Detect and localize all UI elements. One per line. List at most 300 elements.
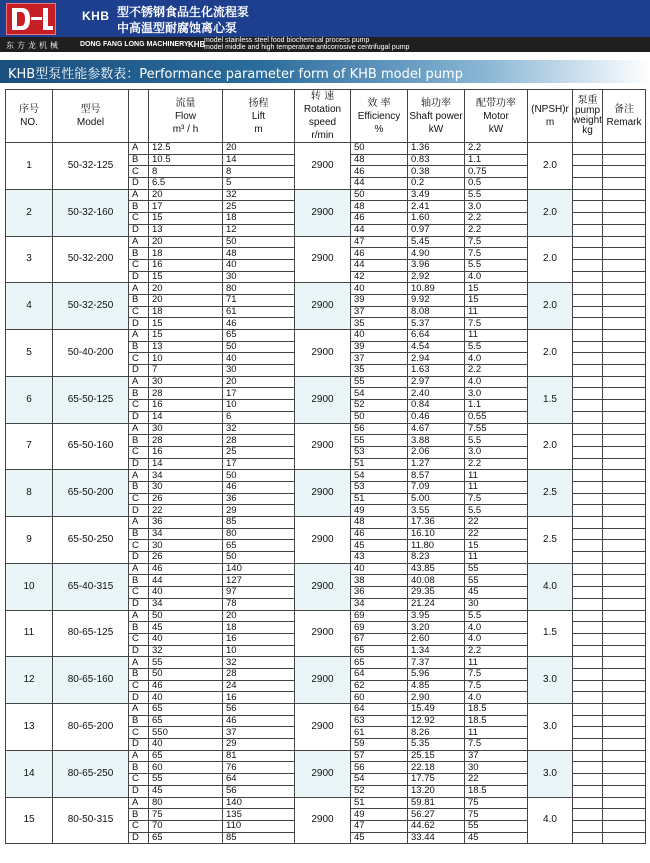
- cell-remark: [603, 294, 646, 306]
- cell-cutting-code: A: [129, 563, 149, 575]
- cell-remark: [603, 213, 646, 225]
- cell-efficiency: 42: [351, 271, 408, 283]
- cell-efficiency: 39: [351, 294, 408, 306]
- cell-motor: 4.0: [465, 271, 528, 283]
- cell-lift: 14: [223, 154, 295, 166]
- cell-flow: 28: [149, 388, 223, 400]
- cell-weight: [573, 528, 603, 540]
- cell-shaft-power: 3.49: [408, 189, 465, 201]
- cell-motor: 7.5: [465, 236, 528, 248]
- cell-flow: 34: [149, 470, 223, 482]
- cell-weight: [573, 587, 603, 599]
- cell-shaft-power: 1.36: [408, 143, 465, 155]
- cell-efficiency: 51: [351, 458, 408, 470]
- cell-weight: [573, 575, 603, 587]
- cell-efficiency: 46: [351, 528, 408, 540]
- cell-motor: 3.0: [465, 388, 528, 400]
- cell-remark: [603, 259, 646, 271]
- cell-remark: [603, 785, 646, 797]
- col-header-cutting-code: [129, 90, 149, 143]
- performance-table: [5, 89, 646, 844]
- cell-motor: 4.0: [465, 692, 528, 704]
- table-row: [6, 330, 646, 342]
- cell-efficiency: 36: [351, 587, 408, 599]
- cell-remark: [603, 587, 646, 599]
- cell-weight: [573, 470, 603, 482]
- cell-cutting-code: B: [129, 388, 149, 400]
- cell-motor: 11: [465, 470, 528, 482]
- cell-cutting-code: B: [129, 201, 149, 213]
- header-title-cn-1: 型不锈钢食品生化流程泵: [117, 5, 250, 19]
- cell-speed: 2900: [295, 517, 351, 564]
- cell-remark: [603, 423, 646, 435]
- cell-weight: [573, 680, 603, 692]
- cell-speed: 2900: [295, 797, 351, 844]
- cell-shaft-power: 2.94: [408, 353, 465, 365]
- cell-shaft-power: 12.92: [408, 715, 465, 727]
- cell-motor: 30: [465, 762, 528, 774]
- cell-model: 65-50-200: [53, 470, 129, 517]
- cell-flow: 20: [149, 283, 223, 295]
- cell-lift: 50: [223, 470, 295, 482]
- cell-npsh: 2.0: [528, 283, 573, 330]
- cell-model: 50-40-200: [53, 330, 129, 377]
- cell-cutting-code: A: [129, 657, 149, 669]
- cell-lift: 32: [223, 657, 295, 669]
- cell-flow: 75: [149, 809, 223, 821]
- cell-flow: 28: [149, 435, 223, 447]
- cell-remark: [603, 774, 646, 786]
- cell-shaft-power: 2.90: [408, 692, 465, 704]
- cell-cutting-code: A: [129, 610, 149, 622]
- cell-cutting-code: A: [129, 283, 149, 295]
- cell-flow: 45: [149, 622, 223, 634]
- cell-efficiency: 38: [351, 575, 408, 587]
- cell-weight: [573, 762, 603, 774]
- col-header-motor: 配带功率 Motor kW: [465, 90, 528, 143]
- cell-flow: 20: [149, 236, 223, 248]
- cell-shaft-power: 33.44: [408, 832, 465, 844]
- cell-lift: 78: [223, 598, 295, 610]
- cell-cutting-code: C: [129, 213, 149, 225]
- cell-cutting-code: B: [129, 762, 149, 774]
- cell-no: 7: [6, 423, 53, 470]
- cell-shaft-power: 3.20: [408, 622, 465, 634]
- cell-remark: [603, 657, 646, 669]
- cell-cutting-code: C: [129, 306, 149, 318]
- cell-motor: 2.2: [465, 458, 528, 470]
- cell-lift: 18: [223, 213, 295, 225]
- cell-motor: 7.5: [465, 248, 528, 260]
- cell-remark: [603, 154, 646, 166]
- cell-efficiency: 53: [351, 481, 408, 493]
- cell-shaft-power: 56.27: [408, 809, 465, 821]
- cell-weight: [573, 446, 603, 458]
- cell-weight: [573, 143, 603, 155]
- cell-weight: [573, 750, 603, 762]
- cell-flow: 26: [149, 493, 223, 505]
- cell-motor: 2.2: [465, 365, 528, 377]
- cell-model: 50-32-160: [53, 189, 129, 236]
- cell-flow: 44: [149, 575, 223, 587]
- cell-flow: 34: [149, 598, 223, 610]
- cell-weight: [573, 481, 603, 493]
- section-title-bar: [0, 60, 650, 83]
- cell-cutting-code: B: [129, 575, 149, 587]
- cell-remark: [603, 166, 646, 178]
- cell-motor: 22: [465, 517, 528, 529]
- cell-flow: 13: [149, 224, 223, 236]
- cell-shaft-power: 16.10: [408, 528, 465, 540]
- cell-cutting-code: B: [129, 435, 149, 447]
- cell-efficiency: 65: [351, 657, 408, 669]
- cell-npsh: 2.0: [528, 236, 573, 283]
- cell-lift: 81: [223, 750, 295, 762]
- cell-model: 80-65-125: [53, 610, 129, 657]
- cell-flow: 40: [149, 587, 223, 599]
- cell-efficiency: 69: [351, 610, 408, 622]
- cell-cutting-code: D: [129, 411, 149, 423]
- cell-motor: 15: [465, 294, 528, 306]
- cell-lift: 65: [223, 540, 295, 552]
- cell-cutting-code: B: [129, 809, 149, 821]
- cell-shaft-power: 7.09: [408, 481, 465, 493]
- cell-cutting-code: B: [129, 715, 149, 727]
- cell-remark: [603, 306, 646, 318]
- cell-flow: 22: [149, 505, 223, 517]
- cell-model: 65-50-125: [53, 376, 129, 423]
- table-row: [6, 797, 646, 809]
- cell-shaft-power: 40.08: [408, 575, 465, 587]
- cell-cutting-code: B: [129, 341, 149, 353]
- cell-weight: [573, 353, 603, 365]
- cell-cutting-code: C: [129, 446, 149, 458]
- cell-shaft-power: 13.20: [408, 785, 465, 797]
- cell-remark: [603, 283, 646, 295]
- cell-efficiency: 55: [351, 376, 408, 388]
- cell-weight: [573, 294, 603, 306]
- cell-shaft-power: 3.88: [408, 435, 465, 447]
- cell-efficiency: 57: [351, 750, 408, 762]
- header-subtitle-en-2: model middle and high temperature anticorrosive centrifugal pump: [204, 44, 410, 51]
- cell-motor: 7.55: [465, 423, 528, 435]
- header-model-label: KHB: [82, 9, 110, 23]
- cell-flow: 550: [149, 727, 223, 739]
- cell-lift: 127: [223, 575, 295, 587]
- cell-motor: 11: [465, 657, 528, 669]
- cell-efficiency: 47: [351, 236, 408, 248]
- cell-model: 65-50-250: [53, 517, 129, 564]
- cell-flow: 40: [149, 633, 223, 645]
- cell-flow: 80: [149, 797, 223, 809]
- cell-cutting-code: A: [129, 517, 149, 529]
- cell-remark: [603, 178, 646, 190]
- cell-weight: [573, 423, 603, 435]
- cell-flow: 30: [149, 423, 223, 435]
- cell-shaft-power: 0.83: [408, 154, 465, 166]
- cell-shaft-power: 15.49: [408, 704, 465, 716]
- cell-shaft-power: 2.06: [408, 446, 465, 458]
- company-name-cn: 东方龙机械: [6, 41, 61, 50]
- cell-remark: [603, 563, 646, 575]
- cell-efficiency: 53: [351, 446, 408, 458]
- cell-lift: 46: [223, 318, 295, 330]
- cell-weight: [573, 563, 603, 575]
- cell-cutting-code: D: [129, 552, 149, 564]
- cell-lift: 140: [223, 563, 295, 575]
- cell-motor: 7.5: [465, 680, 528, 692]
- cell-cutting-code: C: [129, 820, 149, 832]
- cell-shaft-power: 4.85: [408, 680, 465, 692]
- cell-model: 80-65-160: [53, 657, 129, 704]
- cell-motor: 55: [465, 820, 528, 832]
- cell-cutting-code: A: [129, 189, 149, 201]
- cell-no: 13: [6, 704, 53, 751]
- cell-flow: 15: [149, 213, 223, 225]
- cell-efficiency: 50: [351, 411, 408, 423]
- cell-motor: 75: [465, 809, 528, 821]
- cell-flow: 60: [149, 762, 223, 774]
- cell-cutting-code: B: [129, 622, 149, 634]
- cell-speed: 2900: [295, 330, 351, 377]
- cell-motor: 18.5: [465, 704, 528, 716]
- cell-weight: [573, 820, 603, 832]
- cell-npsh: 4.0: [528, 797, 573, 844]
- cell-flow: 13: [149, 341, 223, 353]
- cell-cutting-code: D: [129, 645, 149, 657]
- cell-motor: 7.5: [465, 739, 528, 751]
- cell-lift: 8: [223, 166, 295, 178]
- cell-motor: 11: [465, 727, 528, 739]
- cell-motor: 3.0: [465, 201, 528, 213]
- cell-flow: 34: [149, 528, 223, 540]
- cell-flow: 46: [149, 563, 223, 575]
- cell-weight: [573, 645, 603, 657]
- header-sub-model-label: KHB: [188, 40, 206, 49]
- cell-motor: 11: [465, 306, 528, 318]
- cell-lift: 29: [223, 505, 295, 517]
- cell-weight: [573, 657, 603, 669]
- cell-remark: [603, 505, 646, 517]
- cell-motor: 4.0: [465, 376, 528, 388]
- cell-flow: 40: [149, 692, 223, 704]
- cell-remark: [603, 248, 646, 260]
- cell-efficiency: 46: [351, 166, 408, 178]
- cell-efficiency: 62: [351, 680, 408, 692]
- cell-shaft-power: 8.23: [408, 552, 465, 564]
- cell-motor: 4.0: [465, 633, 528, 645]
- cell-flow: 30: [149, 376, 223, 388]
- cell-lift: 20: [223, 610, 295, 622]
- cell-weight: [573, 704, 603, 716]
- cell-efficiency: 54: [351, 774, 408, 786]
- col-header-lift: 扬程 Lift m: [223, 90, 295, 143]
- cell-motor: 22: [465, 528, 528, 540]
- cell-cutting-code: D: [129, 832, 149, 844]
- cell-npsh: 2.0: [528, 423, 573, 470]
- cell-no: 6: [6, 376, 53, 423]
- cell-remark: [603, 668, 646, 680]
- cell-efficiency: 46: [351, 248, 408, 260]
- cell-lift: 61: [223, 306, 295, 318]
- cell-weight: [573, 376, 603, 388]
- col-header-speed: 转 速 Rotation speed r/min: [295, 90, 351, 143]
- cell-flow: 12.5: [149, 143, 223, 155]
- cell-shaft-power: 4.54: [408, 341, 465, 353]
- cell-flow: 8: [149, 166, 223, 178]
- cell-remark: [603, 458, 646, 470]
- cell-weight: [573, 201, 603, 213]
- cell-no: 4: [6, 283, 53, 330]
- cell-lift: 29: [223, 739, 295, 751]
- cell-remark: [603, 236, 646, 248]
- cell-efficiency: 54: [351, 470, 408, 482]
- cell-no: 2: [6, 189, 53, 236]
- cell-cutting-code: D: [129, 505, 149, 517]
- cell-efficiency: 61: [351, 727, 408, 739]
- cell-shaft-power: 25.15: [408, 750, 465, 762]
- cell-lift: 17: [223, 458, 295, 470]
- cell-weight: [573, 692, 603, 704]
- page-header: [0, 0, 650, 52]
- cell-efficiency: 50: [351, 143, 408, 155]
- cell-efficiency: 45: [351, 540, 408, 552]
- cell-weight: [573, 552, 603, 564]
- cell-weight: [573, 213, 603, 225]
- cell-flow: 18: [149, 306, 223, 318]
- cell-efficiency: 56: [351, 762, 408, 774]
- cell-remark: [603, 633, 646, 645]
- cell-lift: 16: [223, 633, 295, 645]
- cell-lift: 20: [223, 376, 295, 388]
- cell-lift: 48: [223, 248, 295, 260]
- cell-remark: [603, 318, 646, 330]
- cell-shaft-power: 1.63: [408, 365, 465, 377]
- cell-weight: [573, 598, 603, 610]
- cell-weight: [573, 435, 603, 447]
- cell-efficiency: 64: [351, 704, 408, 716]
- cell-shaft-power: 8.26: [408, 727, 465, 739]
- cell-flow: 14: [149, 411, 223, 423]
- cell-lift: 85: [223, 832, 295, 844]
- cell-model: 65-50-160: [53, 423, 129, 470]
- cell-flow: 10: [149, 353, 223, 365]
- cell-lift: 30: [223, 365, 295, 377]
- cell-cutting-code: C: [129, 727, 149, 739]
- cell-speed: 2900: [295, 470, 351, 517]
- cell-efficiency: 67: [351, 633, 408, 645]
- cell-lift: 32: [223, 423, 295, 435]
- cell-motor: 75: [465, 797, 528, 809]
- cell-lift: 30: [223, 271, 295, 283]
- cell-cutting-code: D: [129, 365, 149, 377]
- cell-cutting-code: C: [129, 540, 149, 552]
- cell-lift: 46: [223, 481, 295, 493]
- cell-motor: 15: [465, 283, 528, 295]
- cell-efficiency: 45: [351, 832, 408, 844]
- col-header-remark: 备注 Remark: [603, 90, 646, 143]
- cell-shaft-power: 2.92: [408, 271, 465, 283]
- cell-remark: [603, 470, 646, 482]
- cell-no: 15: [6, 797, 53, 844]
- cell-weight: [573, 832, 603, 844]
- cell-efficiency: 48: [351, 154, 408, 166]
- cell-lift: 24: [223, 680, 295, 692]
- cell-remark: [603, 750, 646, 762]
- table-row: [6, 750, 646, 762]
- cell-lift: 71: [223, 294, 295, 306]
- cell-motor: 7.5: [465, 668, 528, 680]
- table-row: [6, 423, 646, 435]
- cell-remark: [603, 224, 646, 236]
- cell-remark: [603, 680, 646, 692]
- cell-remark: [603, 400, 646, 412]
- cell-motor: 1.1: [465, 400, 528, 412]
- cell-flow: 18: [149, 248, 223, 260]
- table-row: [6, 704, 646, 716]
- cell-lift: 28: [223, 435, 295, 447]
- cell-flow: 40: [149, 739, 223, 751]
- cell-speed: 2900: [295, 189, 351, 236]
- cell-no: 5: [6, 330, 53, 377]
- cell-cutting-code: A: [129, 376, 149, 388]
- cell-cutting-code: D: [129, 598, 149, 610]
- table-row: [6, 470, 646, 482]
- cell-weight: [573, 411, 603, 423]
- header-subtitle-en-1: model stainless steel food biochemical process pump: [204, 37, 370, 44]
- table-row: [6, 610, 646, 622]
- cell-weight: [573, 622, 603, 634]
- cell-npsh: 2.0: [528, 189, 573, 236]
- cell-motor: 5.5: [465, 189, 528, 201]
- cell-model: 80-65-250: [53, 750, 129, 797]
- cell-cutting-code: A: [129, 236, 149, 248]
- cell-flow: 10.5: [149, 154, 223, 166]
- cell-lift: 50: [223, 341, 295, 353]
- cell-motor: 11: [465, 481, 528, 493]
- cell-motor: 5.5: [465, 610, 528, 622]
- cell-model: 65-40-315: [53, 563, 129, 610]
- table-header-row: [6, 90, 646, 143]
- cell-weight: [573, 330, 603, 342]
- cell-flow: 16: [149, 400, 223, 412]
- cell-shaft-power: 6.64: [408, 330, 465, 342]
- cell-lift: 110: [223, 820, 295, 832]
- cell-motor: 45: [465, 587, 528, 599]
- cell-remark: [603, 704, 646, 716]
- cell-speed: 2900: [295, 610, 351, 657]
- cell-cutting-code: C: [129, 259, 149, 271]
- cell-cutting-code: A: [129, 143, 149, 155]
- cell-weight: [573, 715, 603, 727]
- cell-efficiency: 59: [351, 739, 408, 751]
- cell-shaft-power: 44.62: [408, 820, 465, 832]
- cell-lift: 50: [223, 552, 295, 564]
- cell-cutting-code: B: [129, 481, 149, 493]
- cell-remark: [603, 189, 646, 201]
- cell-efficiency: 56: [351, 423, 408, 435]
- table-row: [6, 143, 646, 155]
- cell-cutting-code: C: [129, 680, 149, 692]
- col-header-model: 型号 Model: [53, 90, 129, 143]
- cell-shaft-power: 5.37: [408, 318, 465, 330]
- cell-shaft-power: 2.40: [408, 388, 465, 400]
- cell-npsh: 1.5: [528, 610, 573, 657]
- cell-npsh: 2.0: [528, 330, 573, 377]
- cell-lift: 76: [223, 762, 295, 774]
- cell-flow: 20: [149, 294, 223, 306]
- cell-weight: [573, 727, 603, 739]
